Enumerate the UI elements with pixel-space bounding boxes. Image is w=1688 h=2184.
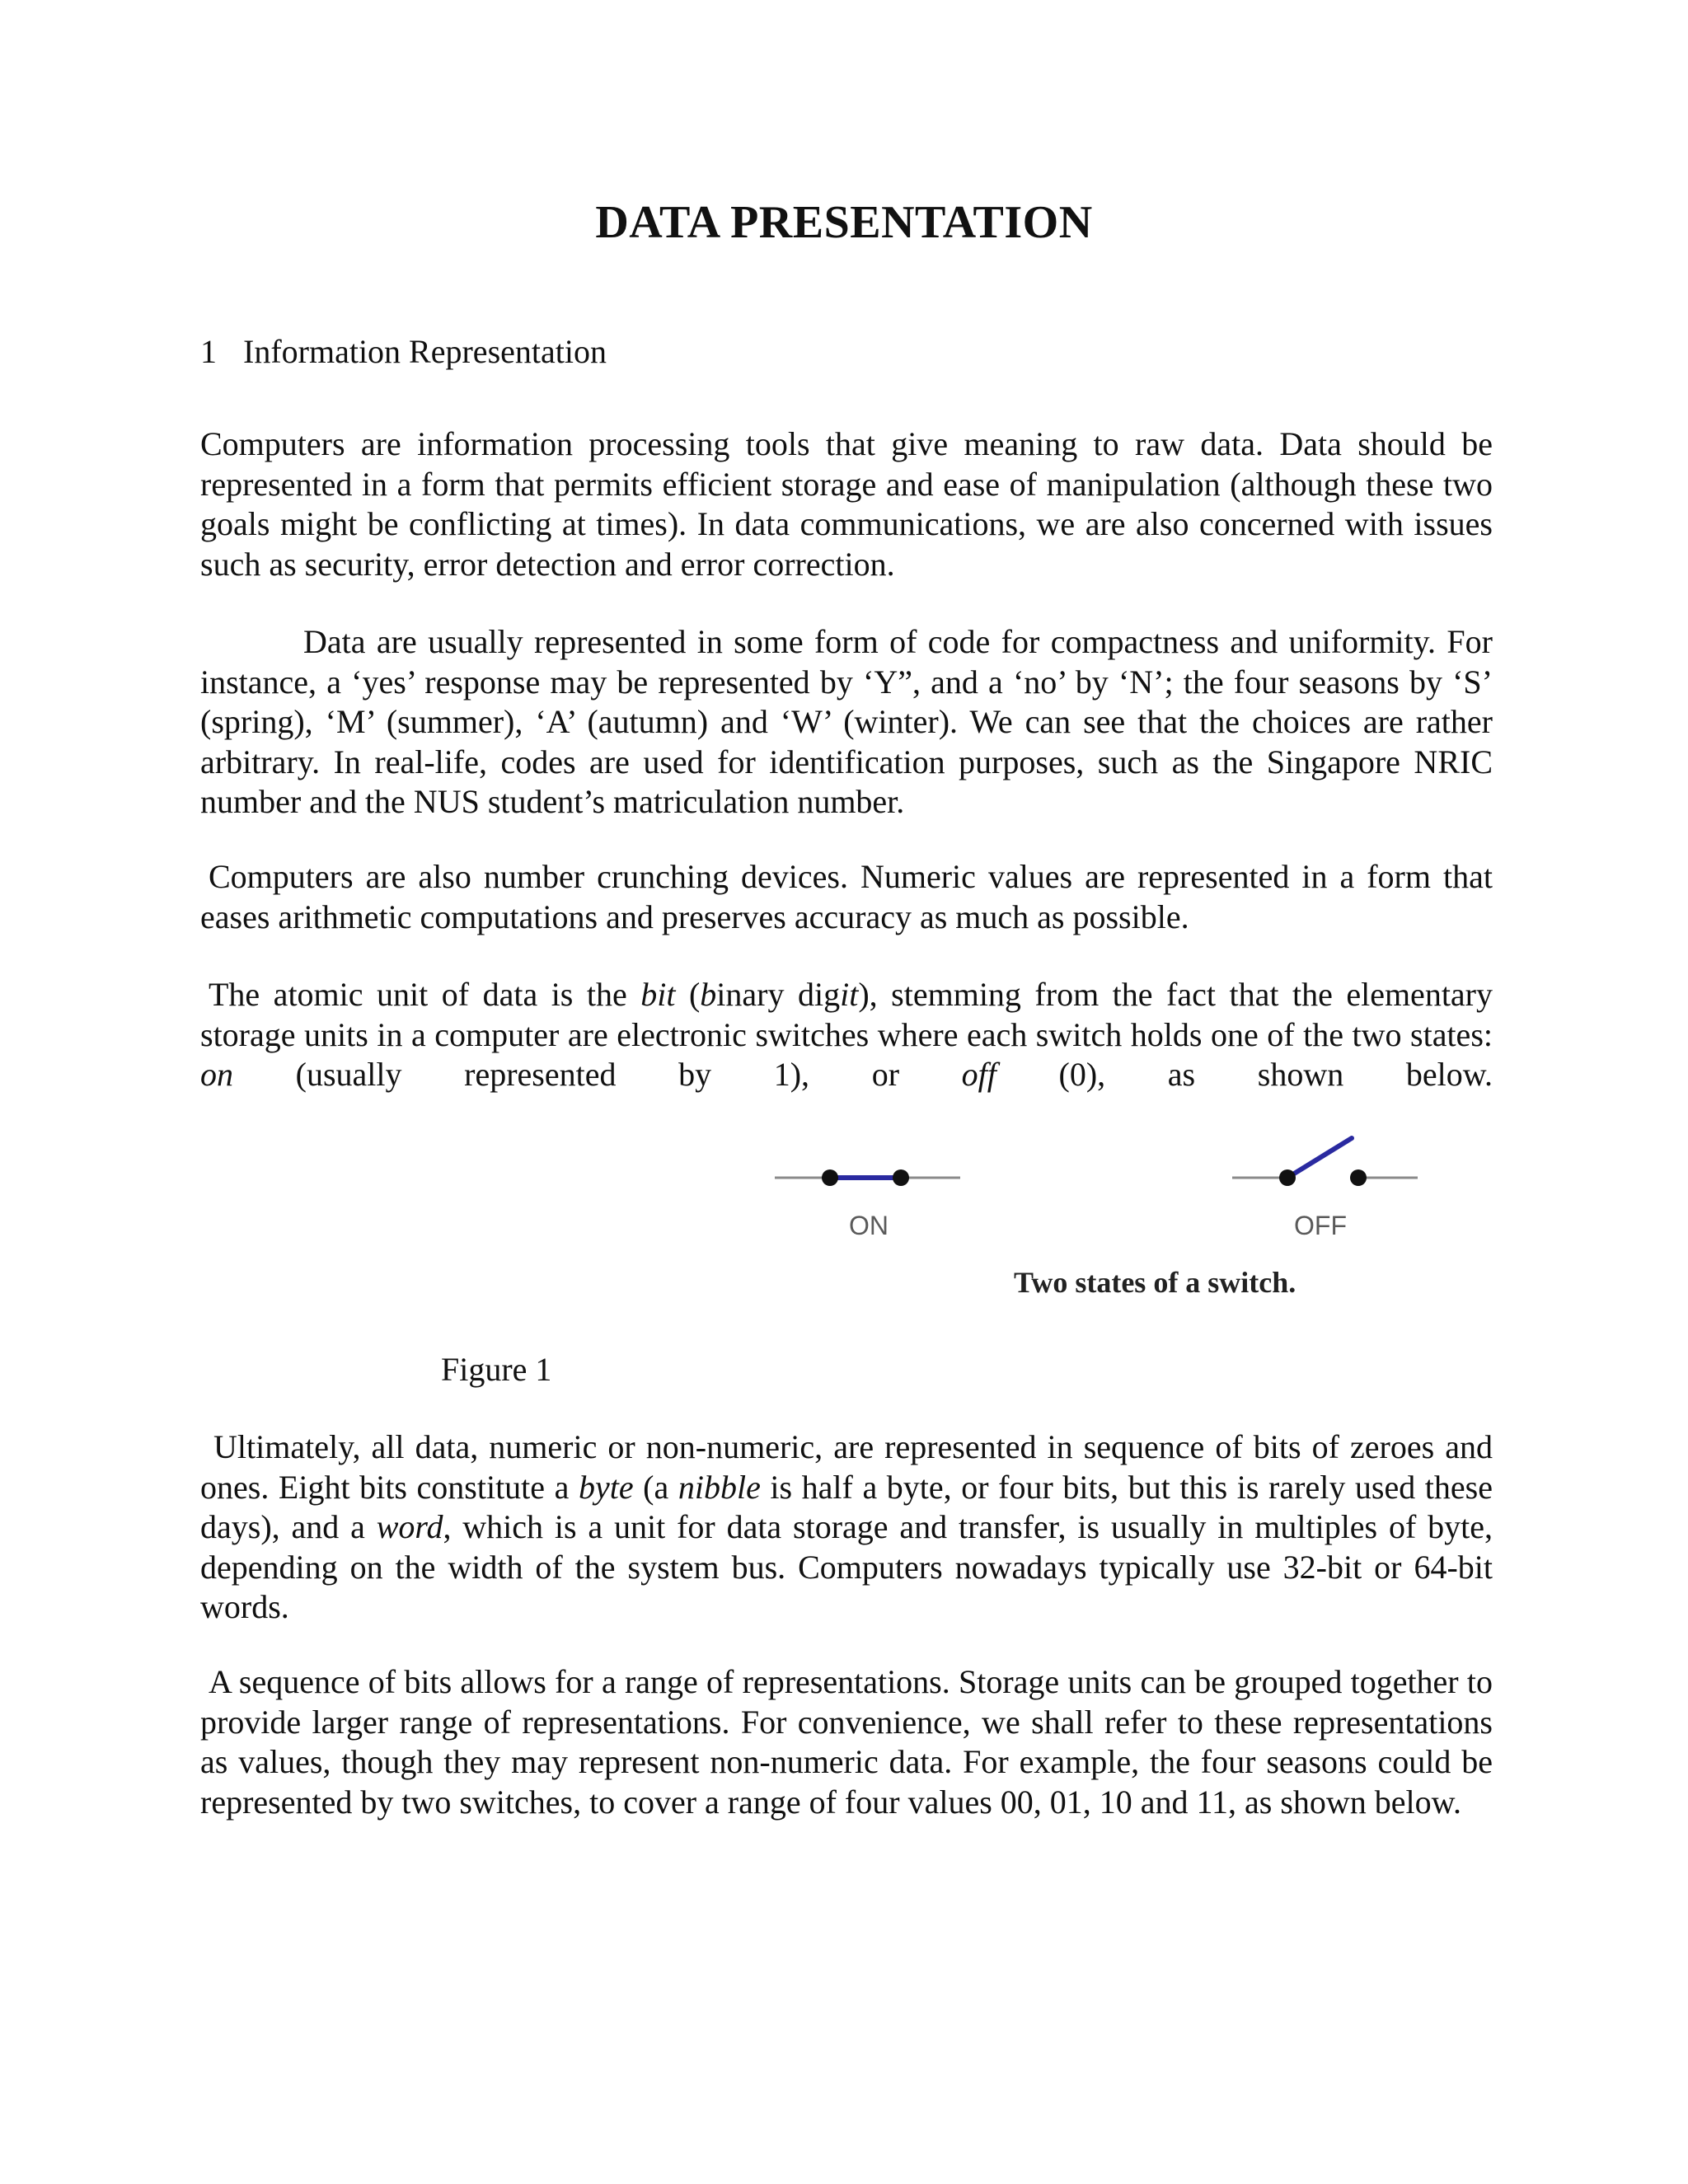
off-switch [1232, 1138, 1418, 1240]
paragraph-4-text: inary dig [716, 976, 841, 1013]
term-it: it [840, 976, 859, 1013]
on-switch-contact-right [893, 1169, 909, 1186]
on-switch-contact-left [822, 1169, 838, 1186]
term-byte: byte [578, 1468, 634, 1506]
paragraph-4-text: ), stemming from the fact that the elementary storage units in a computer are electronic switches where each switch holds one of the two states: [200, 976, 1493, 1053]
page-title: DATA PRESENTATION [595, 197, 1093, 248]
paragraph-6: A sequence of bits allows for a range of representations. Storage units can be grouped together to provide larger range of representations. For convenience, we shall refer to these representations as values, though they may represent non-numeric data. For example, the four seasons could be represented by two switches, to cover a range of four values 00, 01, 10 and 11, as shown below. [200, 1663, 1493, 1821]
paragraph-4-text: (usually represented by 1), or [233, 1056, 962, 1093]
paragraph-1: Computers are information processing tools that give meaning to raw data. Data should be represented in a form that permits efficient storage and ease of manipulation (although these two goals might be conflicting at times). In data communications, we are also concerned with issues such as security, error detection and error correction. [200, 425, 1493, 583]
paragraph-5-text: is half a byte, or four bits, but this is rarely used these days), and a [200, 1468, 1493, 1545]
paragraph-4-text: (0), as shown below. [996, 1056, 1493, 1093]
paragraph-2: Data are usually represented in some form of code for compactness and uniformity. For instance, a ‘yes’ response may be represented by ‘Y”, and a ‘no’ by ‘N’; the four seasons by ‘S’ (spring), ‘M’ (summer), ‘A’ (autumn) and ‘W’ (winter). We can see that the choices are rather arbitrary. In real-life, codes are used for identification purposes, such as the Singapore NRIC number and the NUS student’s matriculation number. [200, 623, 1493, 820]
switch-states-figure [758, 1133, 1434, 1315]
paragraph-5-text: (a [633, 1468, 678, 1506]
switch-states-diagram [758, 1133, 1434, 1315]
term-b: b [700, 976, 717, 1013]
figure-caption: Two states of a switch. [1014, 1266, 1296, 1299]
paragraph-3: Computers are also number crunching devices. Numeric values are represented in a form that eases arithmetic computations and preserves accuracy as much as possible. [200, 858, 1493, 935]
paragraph-4-text: The atomic unit of data is the [209, 976, 641, 1013]
off-label: OFF [1294, 1211, 1347, 1240]
term-on: on [200, 1056, 233, 1093]
off-switch-contact-left [1279, 1169, 1296, 1186]
paragraph-5 [200, 1427, 1493, 1628]
term-nibble: nibble [678, 1468, 761, 1506]
paragraph-4 [200, 975, 1493, 1095]
term-bit: bit [640, 976, 676, 1013]
off-switch-blade [1287, 1138, 1352, 1178]
figure-number: Figure 1 [441, 1351, 552, 1388]
term-off: off [961, 1056, 996, 1093]
paragraph-5-text: , which is a unit for data storage and transfer, is usually in multiples of byte, depending on the width of the system bus. Computers nowadays typically use 32-bit or 64-bit words. [200, 1508, 1493, 1625]
off-switch-contact-right [1350, 1169, 1367, 1186]
section-heading [200, 332, 607, 371]
term-word: word [376, 1508, 443, 1545]
paragraph-4-text: ( [675, 976, 701, 1013]
on-switch [775, 1169, 960, 1240]
section-number: 1 [200, 333, 217, 370]
on-label: ON [849, 1211, 889, 1240]
paragraph-5-text: Ultimately, all data, numeric or non-numeric, are represented in sequence of bits of zeroes and ones. Eight bits constitute a [200, 1428, 1493, 1506]
section-heading-text: Information Representation [243, 333, 607, 370]
